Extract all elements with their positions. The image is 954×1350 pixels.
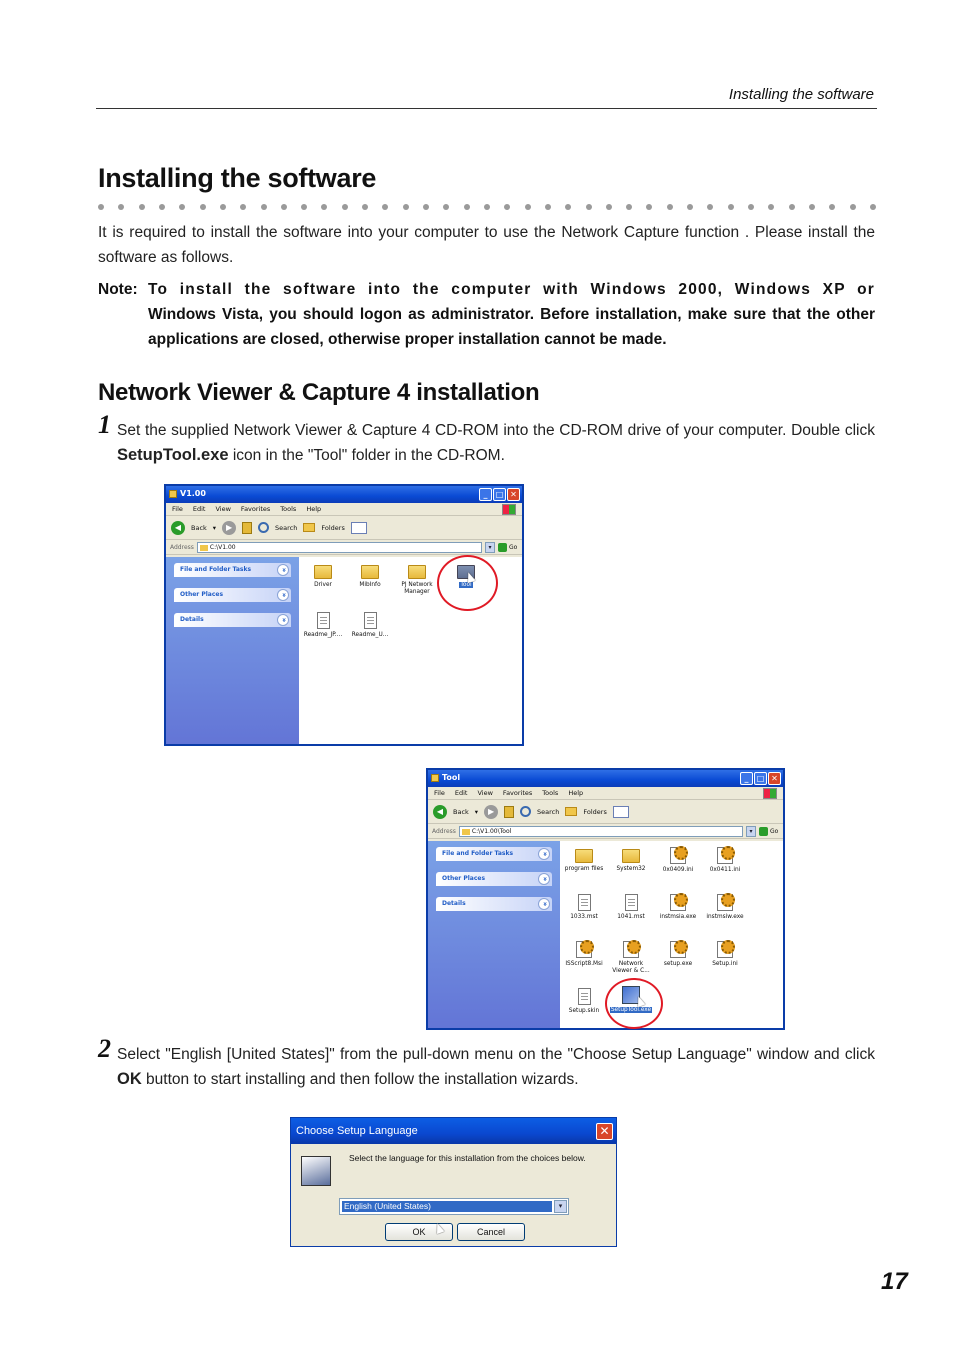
divider-dot (118, 204, 124, 210)
file-item[interactable] (301, 565, 345, 589)
subsection-title: Network Viewer & Capture 4 installation (98, 379, 540, 406)
section-title: Installing the software (98, 163, 377, 193)
installer-logo-icon (301, 1156, 331, 1186)
file-label: System32 (616, 866, 646, 872)
divider-dot (586, 204, 592, 210)
minimize-button[interactable]: _ (740, 772, 753, 785)
back-arrow-icon[interactable]: ◀ (433, 805, 447, 819)
divider-dot (382, 204, 388, 210)
menu-edit[interactable]: Edit (192, 505, 206, 513)
panel-file-folder-tasks[interactable]: File and Folder Tasks » (436, 847, 552, 861)
panel-other-places[interactable]: Other Places » (174, 588, 291, 602)
language-select[interactable] (339, 1198, 569, 1215)
divider-dot (626, 204, 632, 210)
file-item[interactable] (348, 565, 392, 589)
panel-other-places[interactable]: Other Places » (436, 872, 552, 886)
menu-file[interactable]: File (434, 789, 445, 797)
folder-icon (575, 849, 593, 863)
address-input[interactable]: C:\V1.00\Tool (459, 826, 743, 837)
views-icon[interactable] (613, 806, 629, 818)
task-pane (428, 841, 560, 1028)
document-icon (578, 894, 591, 911)
step-2-number: 2 (98, 1034, 111, 1063)
address-bar (166, 540, 522, 555)
file-item[interactable] (562, 941, 606, 968)
back-button[interactable]: Back (453, 807, 469, 816)
divider-dot (281, 204, 287, 210)
divider-dot (98, 204, 104, 210)
divider-dot (768, 204, 774, 210)
file-label: PJ Network Manager (401, 582, 433, 595)
divider-dot (728, 204, 734, 210)
divider-dot (687, 204, 693, 210)
file-label: Network Viewer & C... (612, 961, 650, 974)
menu-favorites[interactable]: Favorites (502, 789, 533, 797)
address-label: Address (432, 827, 456, 835)
close-button[interactable]: ✕ (768, 772, 781, 785)
file-item[interactable] (348, 612, 392, 639)
file-label: 1041.mst (617, 914, 645, 920)
step-1-number: 1 (98, 410, 111, 439)
menu-help[interactable]: Help (568, 789, 584, 797)
divider-dot (606, 204, 612, 210)
explorer-window-v100 (164, 484, 524, 746)
go-label: Go (770, 827, 779, 835)
search-button[interactable]: Search (275, 523, 298, 532)
installer-icon (670, 941, 686, 958)
address-input[interactable]: C:\V1.00 (197, 542, 482, 553)
file-label: 0x0411.ini (709, 867, 741, 873)
document-icon (317, 612, 330, 629)
address-dropdown-icon[interactable]: ▾ (746, 826, 756, 837)
installer-icon (717, 894, 733, 911)
step-2-text-a: Select "English [United States]" from the pull-down menu on the "Choose Setup Language" window and click (117, 1046, 875, 1063)
folders-button[interactable]: Folders (583, 807, 607, 816)
menu-tools[interactable]: Tools (542, 789, 559, 797)
document-icon (625, 894, 638, 911)
go-arrow-icon (498, 543, 507, 552)
file-label: program files (564, 866, 604, 872)
file-label: instmsiw.exe (706, 914, 744, 920)
file-label: instmsia.exe (659, 914, 697, 920)
divider-dot (159, 204, 165, 210)
dialog-title: Choose Setup Language (296, 1125, 418, 1137)
divider-dot (240, 204, 246, 210)
divider-dot (850, 204, 856, 210)
toolbar: ◀ Back ▾ ▶ Search Folders (166, 516, 522, 540)
file-label: Driver (314, 582, 332, 588)
step-2-text (117, 1042, 875, 1092)
choose-setup-language-dialog (290, 1117, 617, 1247)
task-pane (166, 557, 299, 744)
divider-dot (301, 204, 307, 210)
folders-icon[interactable] (565, 807, 577, 816)
window-titlebar (166, 486, 522, 503)
file-label: 1033.mst (570, 914, 598, 920)
file-item[interactable] (703, 894, 747, 921)
step-2-text-b: button to start installing and then follow the installation wizards. (141, 1071, 579, 1088)
divider-dot (362, 204, 368, 210)
step-2-ok: OK (117, 1070, 142, 1088)
search-icon[interactable] (258, 522, 269, 533)
divider-dot (423, 204, 429, 210)
file-area (560, 841, 783, 1028)
file-item[interactable] (562, 988, 606, 1015)
file-item[interactable] (609, 941, 653, 975)
forward-arrow-icon[interactable]: ▶ (222, 521, 236, 535)
search-button[interactable]: Search (537, 807, 560, 816)
divider-dot (321, 204, 327, 210)
folder-icon (169, 490, 177, 498)
installer-icon (623, 941, 639, 958)
divider-dot (484, 204, 490, 210)
divider-dot (200, 204, 206, 210)
file-label: 0x0409.ini (662, 867, 694, 873)
file-item[interactable] (656, 847, 700, 874)
file-item[interactable] (609, 849, 653, 873)
divider-dot (748, 204, 754, 210)
ok-button[interactable]: OK (385, 1223, 453, 1241)
divider-dot (403, 204, 409, 210)
file-label: Setup.ini (712, 961, 738, 967)
file-label: Setup.skin (568, 1008, 600, 1014)
up-folder-icon[interactable] (504, 806, 514, 818)
file-label: Tool (460, 582, 472, 588)
divider-dot (789, 204, 795, 210)
chevron-down-icon[interactable]: ▾ (554, 1200, 567, 1213)
note-block (98, 277, 875, 352)
installer-icon (576, 941, 592, 958)
menu-file[interactable]: File (172, 505, 183, 513)
cancel-button[interactable]: Cancel (457, 1223, 525, 1241)
file-item[interactable] (609, 894, 653, 921)
forward-arrow-icon[interactable]: ▶ (484, 805, 498, 819)
folders-icon[interactable] (303, 523, 315, 532)
explorer-window-tool (426, 768, 785, 1030)
maximize-button[interactable]: □ (754, 772, 767, 785)
toolbar: ◀ Back ▾ ▶ Search Folders (428, 800, 783, 824)
menu-view[interactable]: View (215, 505, 231, 513)
dialog-message: Select the language for this installation from the choices below. (349, 1153, 586, 1163)
document-icon (578, 988, 591, 1005)
menu-help[interactable]: Help (306, 505, 322, 513)
dialog-titlebar (291, 1118, 616, 1144)
note-text: To install the software into the computer with Windows 2000, Windows XP or Windows Vista, you should logon as administrator. Before installation, make sure that the other applications are closed, otherwise proper installation cannot be made. (148, 281, 875, 348)
panel-file-folder-tasks[interactable]: File and Folder Tasks » (174, 563, 291, 577)
views-icon[interactable] (351, 522, 367, 534)
go-button[interactable] (498, 543, 522, 552)
file-item[interactable] (703, 941, 747, 968)
file-label: setup.exe (663, 961, 693, 967)
divider-dot (220, 204, 226, 210)
file-item[interactable] (703, 847, 747, 874)
running-header: Installing the software (728, 86, 874, 103)
minimize-button[interactable]: _ (479, 488, 492, 501)
folder-icon (361, 565, 379, 579)
intro-paragraph: It is required to install the software into your computer to use the Network Capture function . Please install the software as follows. (98, 224, 875, 266)
page-number: 17 (881, 1268, 908, 1295)
divider-dot (870, 204, 876, 210)
divider-dot (707, 204, 713, 210)
divider-dot (464, 204, 470, 210)
highlight-circle (605, 978, 663, 1029)
settings-file-icon (717, 941, 733, 958)
menu-tools[interactable]: Tools (280, 505, 297, 513)
document-icon (364, 612, 377, 629)
back-arrow-icon[interactable]: ◀ (171, 521, 185, 535)
menu-favorites[interactable]: Favorites (240, 505, 271, 513)
step-1-text-b: icon in the "Tool" folder in the CD-ROM. (228, 447, 505, 464)
settings-file-icon (717, 847, 733, 864)
divider-dot (139, 204, 145, 210)
divider-dot (667, 204, 673, 210)
file-item[interactable] (656, 894, 700, 921)
panel-details[interactable]: Details » (436, 897, 552, 911)
back-button[interactable]: Back (191, 523, 207, 532)
file-item[interactable] (656, 941, 700, 968)
file-label: ISScript8.Msi (565, 961, 603, 967)
file-item[interactable] (562, 894, 606, 921)
step-1-filename: SetupTool.exe (117, 446, 229, 464)
file-label: Readme_JP.... (303, 632, 343, 638)
divider-dot (504, 204, 510, 210)
divider-dot (545, 204, 551, 210)
step-1-text (117, 418, 875, 468)
dotted-divider (98, 204, 876, 214)
address-dropdown-icon[interactable]: ▾ (485, 542, 495, 553)
menu-bar (166, 503, 522, 516)
menu-view[interactable]: View (477, 789, 493, 797)
folder-icon (408, 565, 426, 579)
header-rule (96, 108, 877, 109)
go-arrow-icon (759, 827, 768, 836)
file-label: Readme_U... (351, 632, 389, 638)
file-item[interactable] (395, 565, 439, 596)
close-button[interactable]: ✕ (596, 1123, 613, 1140)
divider-dot (565, 204, 571, 210)
windows-flag-icon (763, 788, 777, 799)
divider-dot (525, 204, 531, 210)
file-label: MibInfo (359, 582, 381, 588)
up-folder-icon[interactable] (242, 522, 252, 534)
folder-icon (622, 849, 640, 863)
close-button[interactable]: ✕ (507, 488, 520, 501)
divider-dot (179, 204, 185, 210)
windows-flag-icon (502, 504, 516, 515)
address-bar (428, 824, 783, 839)
window-title: V1.00 (180, 489, 206, 498)
settings-file-icon (670, 847, 686, 864)
folder-icon (431, 774, 439, 782)
menu-edit[interactable]: Edit (454, 789, 468, 797)
maximize-button[interactable]: □ (493, 488, 506, 501)
folder-icon (314, 565, 332, 579)
divider-dot (646, 204, 652, 210)
divider-dot (443, 204, 449, 210)
search-icon[interactable] (520, 806, 531, 817)
address-label: Address (170, 543, 194, 551)
menu-bar (428, 787, 783, 800)
divider-dot (829, 204, 835, 210)
folders-button[interactable]: Folders (321, 523, 345, 532)
divider-dot (809, 204, 815, 210)
note-label: Note: (98, 281, 138, 298)
step-1-text-a: Set the supplied Network Viewer & Capture 4 CD-ROM into the CD-ROM drive of your computer. Double click (117, 422, 875, 439)
installer-icon (670, 894, 686, 911)
language-selected-value: English (United States) (342, 1201, 552, 1212)
window-title: Tool (442, 773, 461, 782)
go-button[interactable] (759, 827, 783, 836)
divider-dot (342, 204, 348, 210)
panel-details[interactable]: Details » (174, 613, 291, 627)
file-item[interactable] (301, 612, 345, 639)
window-titlebar (428, 770, 783, 787)
go-label: Go (509, 543, 518, 551)
file-item[interactable] (562, 849, 606, 873)
file-label: SetupTool.exe (610, 1007, 652, 1013)
divider-dot (261, 204, 267, 210)
